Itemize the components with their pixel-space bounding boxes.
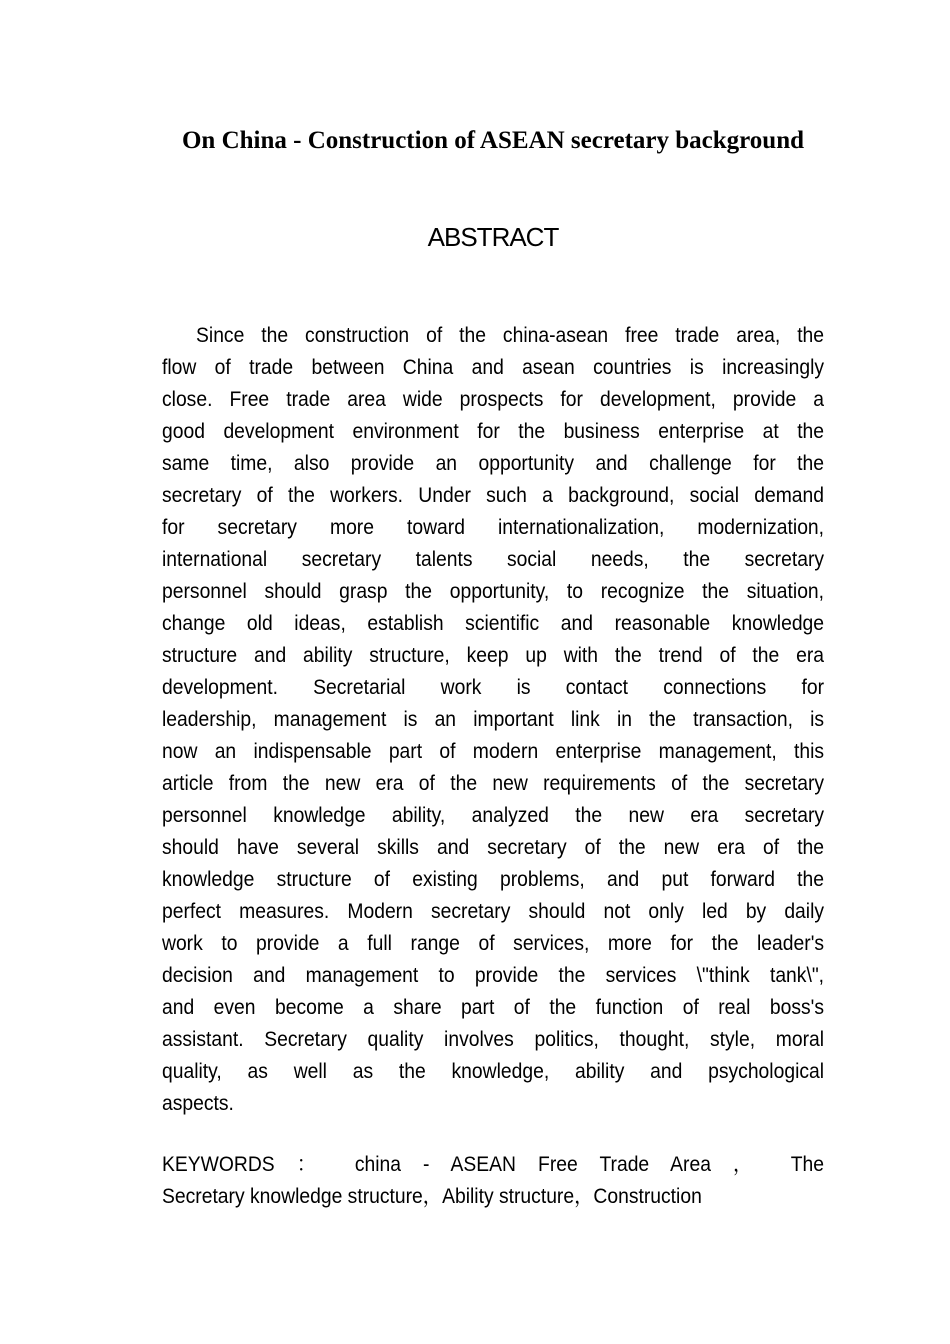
abstract-line: same time, also provide an opportunity and challenge for the bbox=[162, 452, 825, 475]
abstract-line: knowledge structure of existing problems, and put forward the bbox=[162, 868, 825, 891]
abstract-line: Since the construction of the china-asean free trade area, the bbox=[196, 324, 825, 347]
abstract-line: now an indispensable part of modern enterprise management, this bbox=[162, 740, 825, 763]
abstract-line: development. Secretarial work is contact connections for bbox=[162, 676, 825, 699]
abstract-line: quality, as well as the knowledge, ability and psychological bbox=[162, 1060, 825, 1083]
abstract-heading: ABSTRACT bbox=[427, 222, 559, 252]
keywords-section bbox=[162, 1149, 824, 1213]
abstract-line: leadership, management is an important link in the transaction, is bbox=[162, 708, 825, 731]
abstract-line: and even become a share part of the function of real boss's bbox=[162, 996, 825, 1019]
abstract-line: for secretary more toward internationalization, modernization, bbox=[162, 516, 825, 539]
abstract-body bbox=[162, 320, 824, 1120]
abstract-line: perfect measures. Modern secretary should not only led by daily bbox=[162, 900, 825, 923]
abstract-line: secretary of the workers. Under such a background, social demand bbox=[162, 484, 825, 507]
abstract-line: structure and ability structure, keep up with the trend of the era bbox=[162, 644, 825, 667]
abstract-line: decision and management to provide the services \"think tank\", bbox=[162, 964, 825, 987]
abstract-line: article from the new era of the new requirements of the secretary bbox=[162, 772, 825, 795]
keywords-label: KEYWORDS bbox=[162, 1153, 275, 1176]
abstract-line: good development environment for the business enterprise at the bbox=[162, 420, 825, 443]
abstract-line: change old ideas, establish scientific and reasonable knowledge bbox=[162, 612, 825, 635]
abstract-line: should have several skills and secretary of the new era of the bbox=[162, 836, 825, 859]
keywords-line-2: Secretary knowledge structure，Ability structure，Construction bbox=[162, 1185, 702, 1208]
abstract-line: personnel should grasp the opportunity, to recognize the situation, bbox=[162, 580, 825, 603]
keywords-line-1 bbox=[162, 1149, 824, 1181]
abstract-line: assistant. Secretary quality involves politics, thought, style, moral bbox=[162, 1028, 825, 1051]
abstract-line: personnel knowledge ability, analyzed the new era secretary bbox=[162, 804, 825, 827]
abstract-line: close. Free trade area wide prospects for development, provide a bbox=[162, 388, 825, 411]
abstract-line: work to provide a full range of services, more for the leader's bbox=[162, 932, 825, 955]
document-title: On China - Construction of ASEAN secretary background bbox=[181, 127, 805, 154]
abstract-line: aspects. bbox=[162, 1092, 234, 1115]
abstract-line: international secretary talents social needs, the secretary bbox=[162, 548, 825, 571]
abstract-line: flow of trade between China and asean countries is increasingly bbox=[162, 356, 825, 379]
keywords-text-1: ： china - ASEAN Free Trade Area ， The bbox=[296, 1153, 825, 1176]
